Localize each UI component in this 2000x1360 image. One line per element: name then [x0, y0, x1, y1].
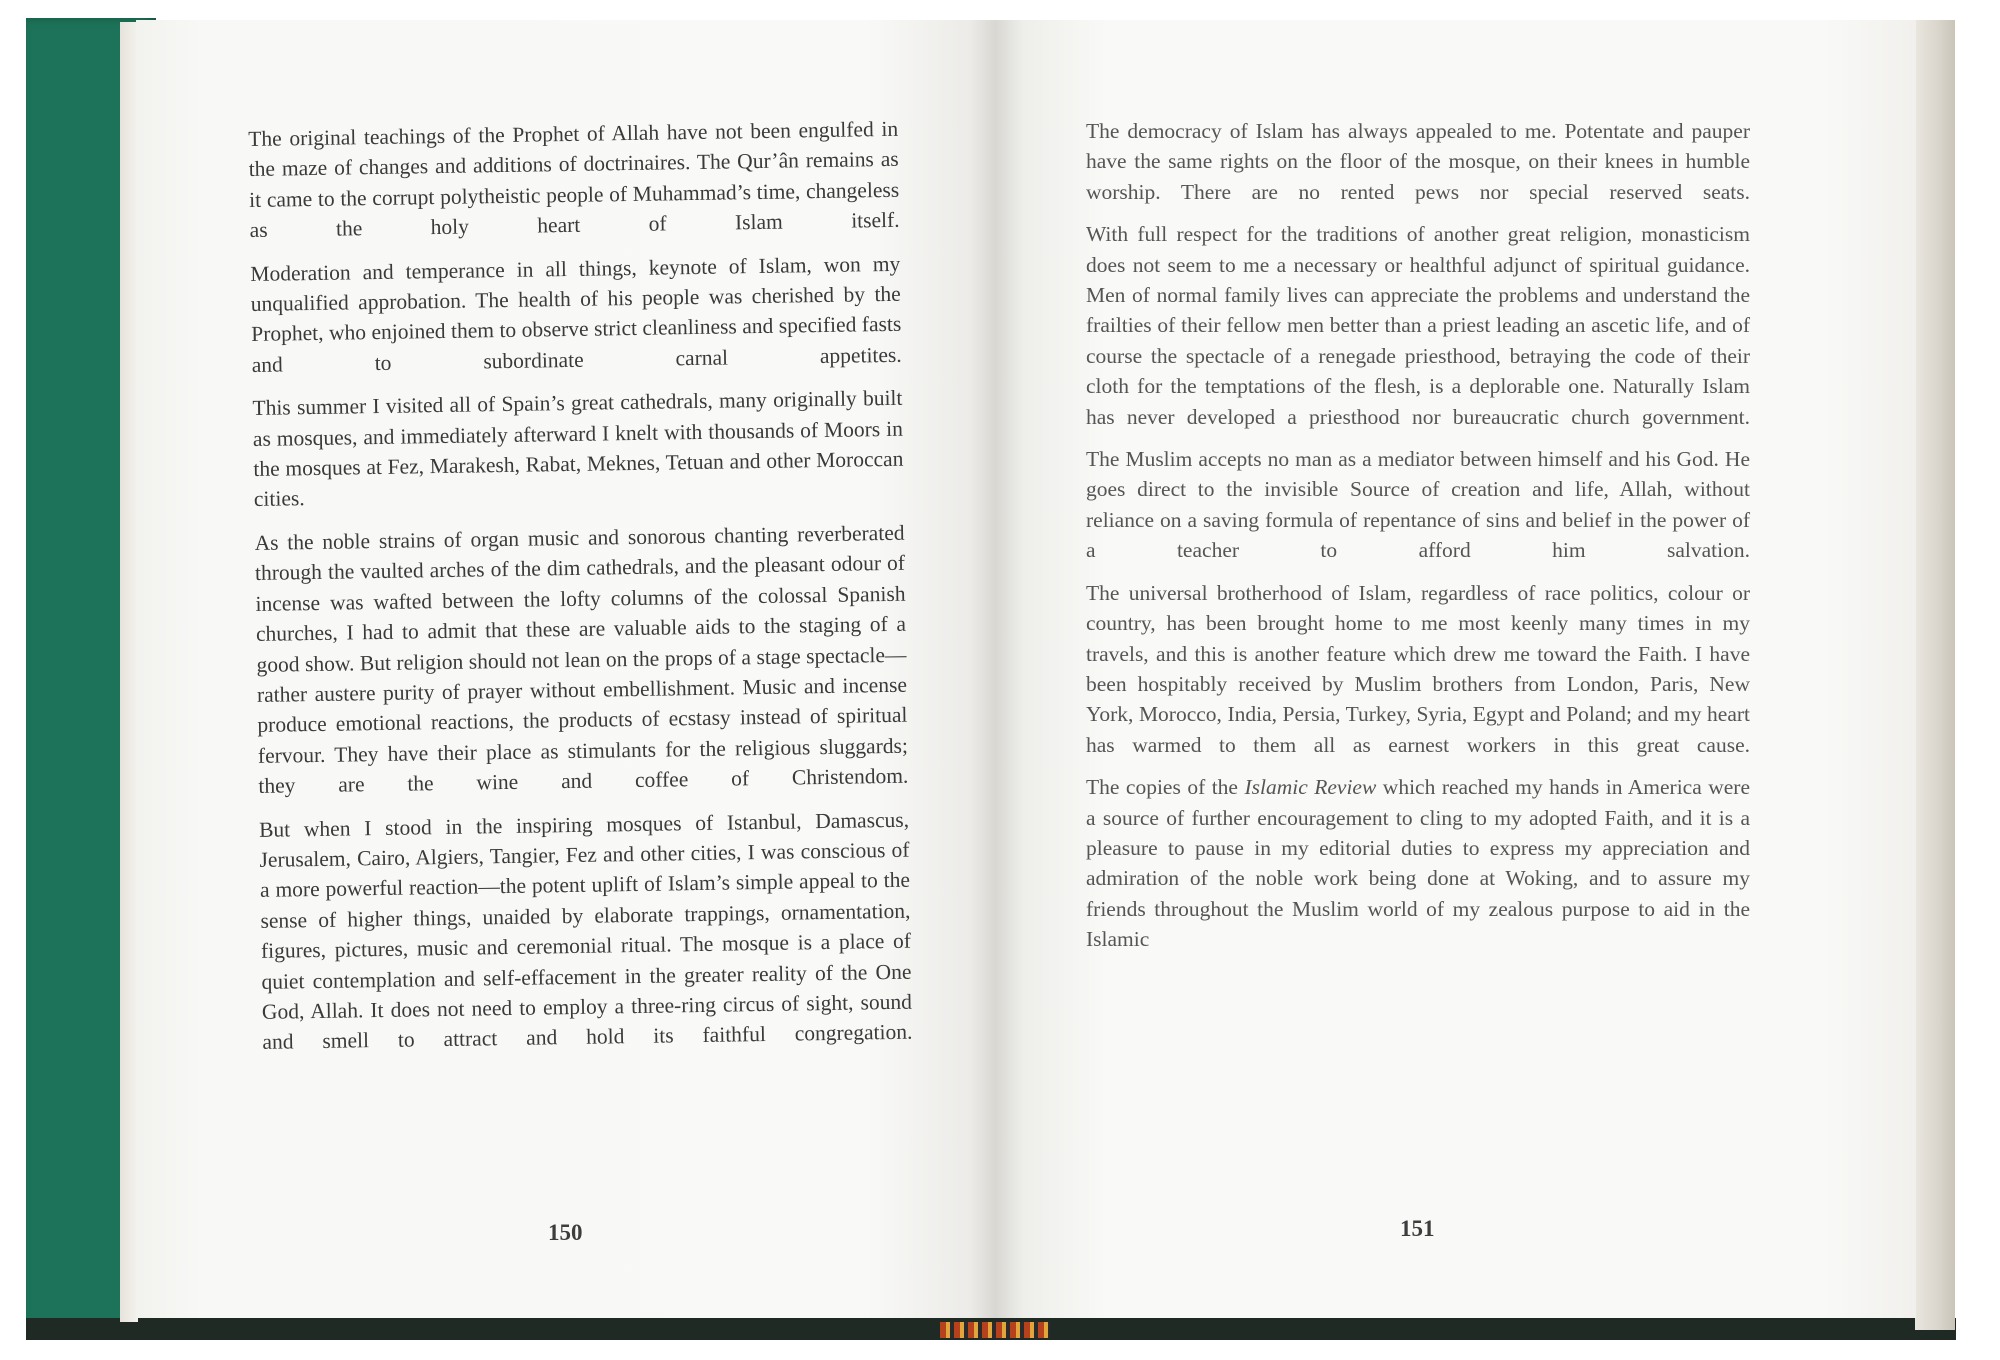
journal-title: Islamic Review — [1244, 775, 1377, 800]
paragraph — [1086, 772, 1750, 954]
paragraph: This summer I visited all of Spain’s great cathedrals, many originally built as mosques, and immediately afterward I knelt with thousands of Moors in the mosques at Fez, Marakesh, Rabat, Meknes, Tetuan and other Moroccan cities. — [252, 386, 904, 512]
left-page — [136, 20, 996, 1318]
paragraph: With full respect for the traditions of another great religion, monasticism does not seem to me a necessary or healthful adjunct of spiritual guidance. Men of normal family lives can appreciate the problems and understand the frailties of their fellow men better than a priest leading an ascetic life, and of course the spectacle of a renegade priesthood, betraying the code of their cloth for the temptations of the flesh, is a deplorable one. Naturally Islam has never developed a priesthood nor bureaucratic church government. — [1086, 222, 1750, 429]
paragraph: The Muslim accepts no man as a mediator between himself and his God. He goes direct to the invisible Source of creation and life, Allah, without reliance on a saving formula of repentance of sins and belief in the power of a teacher to afford him salvation. — [1086, 447, 1750, 563]
left-page-text — [248, 114, 913, 1071]
page-number: 151 — [1400, 1216, 1435, 1241]
page-number: 150 — [548, 1220, 583, 1245]
paragraph: But when I stood in the inspiring mosques of Istanbul, Damascus, Jerusalem, Cairo, Algiers, Tangier, Fez and other cities, I was conscious of a more powerful reaction—the potent uplift of Islam’s simple appeal to the sense of higher things, unaided by elaborate trappings, ornamentation, figures, pictures, music and ceremonial ritual. The mosque is a place of quiet contemplation and self-effacement in the greater reality of the One God, Allah. It does not need to employ a three-ring circus of sight, sound and smell to attract and hold its faithful congregation. — [258, 807, 913, 1055]
paragraph: The universal brotherhood of Islam, regardless of race politics, colour or country, has been brought home to me most keenly many times in my travels, and this is another feature which drew me toward the Faith. I have been hospitably received by Muslim brothers from London, Paris, New York, Morocco, India, Persia, Turkey, Syria, Egypt and Poland; and my heart has warmed to them all as earnest workers in this great cause. — [1086, 580, 1750, 757]
paragraph-text: The copies of the — [1086, 775, 1245, 800]
right-page-text — [1086, 116, 1750, 967]
paragraph: The original teachings of the Prophet of Allah have not been engulfed in the maze of changes and additions of doctrinaires. The Qur’ân remains as it came to the corrupt polytheistic people of Muhammad’s time, changeless as the holy heart of Islam itself. — [248, 116, 900, 243]
page-edges-right — [1915, 20, 1955, 1330]
paragraph-text: which reached my hands in America were a source of further encouragement to cling to my adopted Faith, and it is a pleasure to pause in my editorial duties to express my appreciation and admiration of the noble work being done at Woking, and to assure my friends throughout the Muslim world of my zealous purpose to aid in the Islamic — [1086, 775, 1751, 952]
paragraph: The democracy of Islam has always appealed to me. Potentate and pauper have the same rights on the floor of the mosque, on their knees in humble worship. There are no rented pews nor special reserved seats. — [1086, 119, 1750, 204]
right-page — [996, 20, 1916, 1318]
spine-headband — [940, 1322, 1050, 1338]
paragraph: Moderation and temperance in all things, keynote of Islam, won my unqualified approbation. The health of his people was cherished by the Prophet, who enjoined them to observe strict cleanliness and specified fasts and to subordinate carnal appetites. — [250, 251, 902, 377]
paragraph: As the noble strains of organ music and sonorous chanting reverberated through the vaulted arches of the dim cathedrals, and the pleasant odour of incense was wafted between the lofty columns of the colossal Spanish churches, I had to admit that these are valuable aids to the staging of a good show. But religion should not lean on the props of a stage spectacle—rather austere purity of prayer without embellishment. Music and incense produce emotional reactions, the products of ecstasy instead of spiritual fervour. They have their place as stimulants for the religious sluggards; they are the wine and coffee of Christendom. — [254, 520, 909, 799]
